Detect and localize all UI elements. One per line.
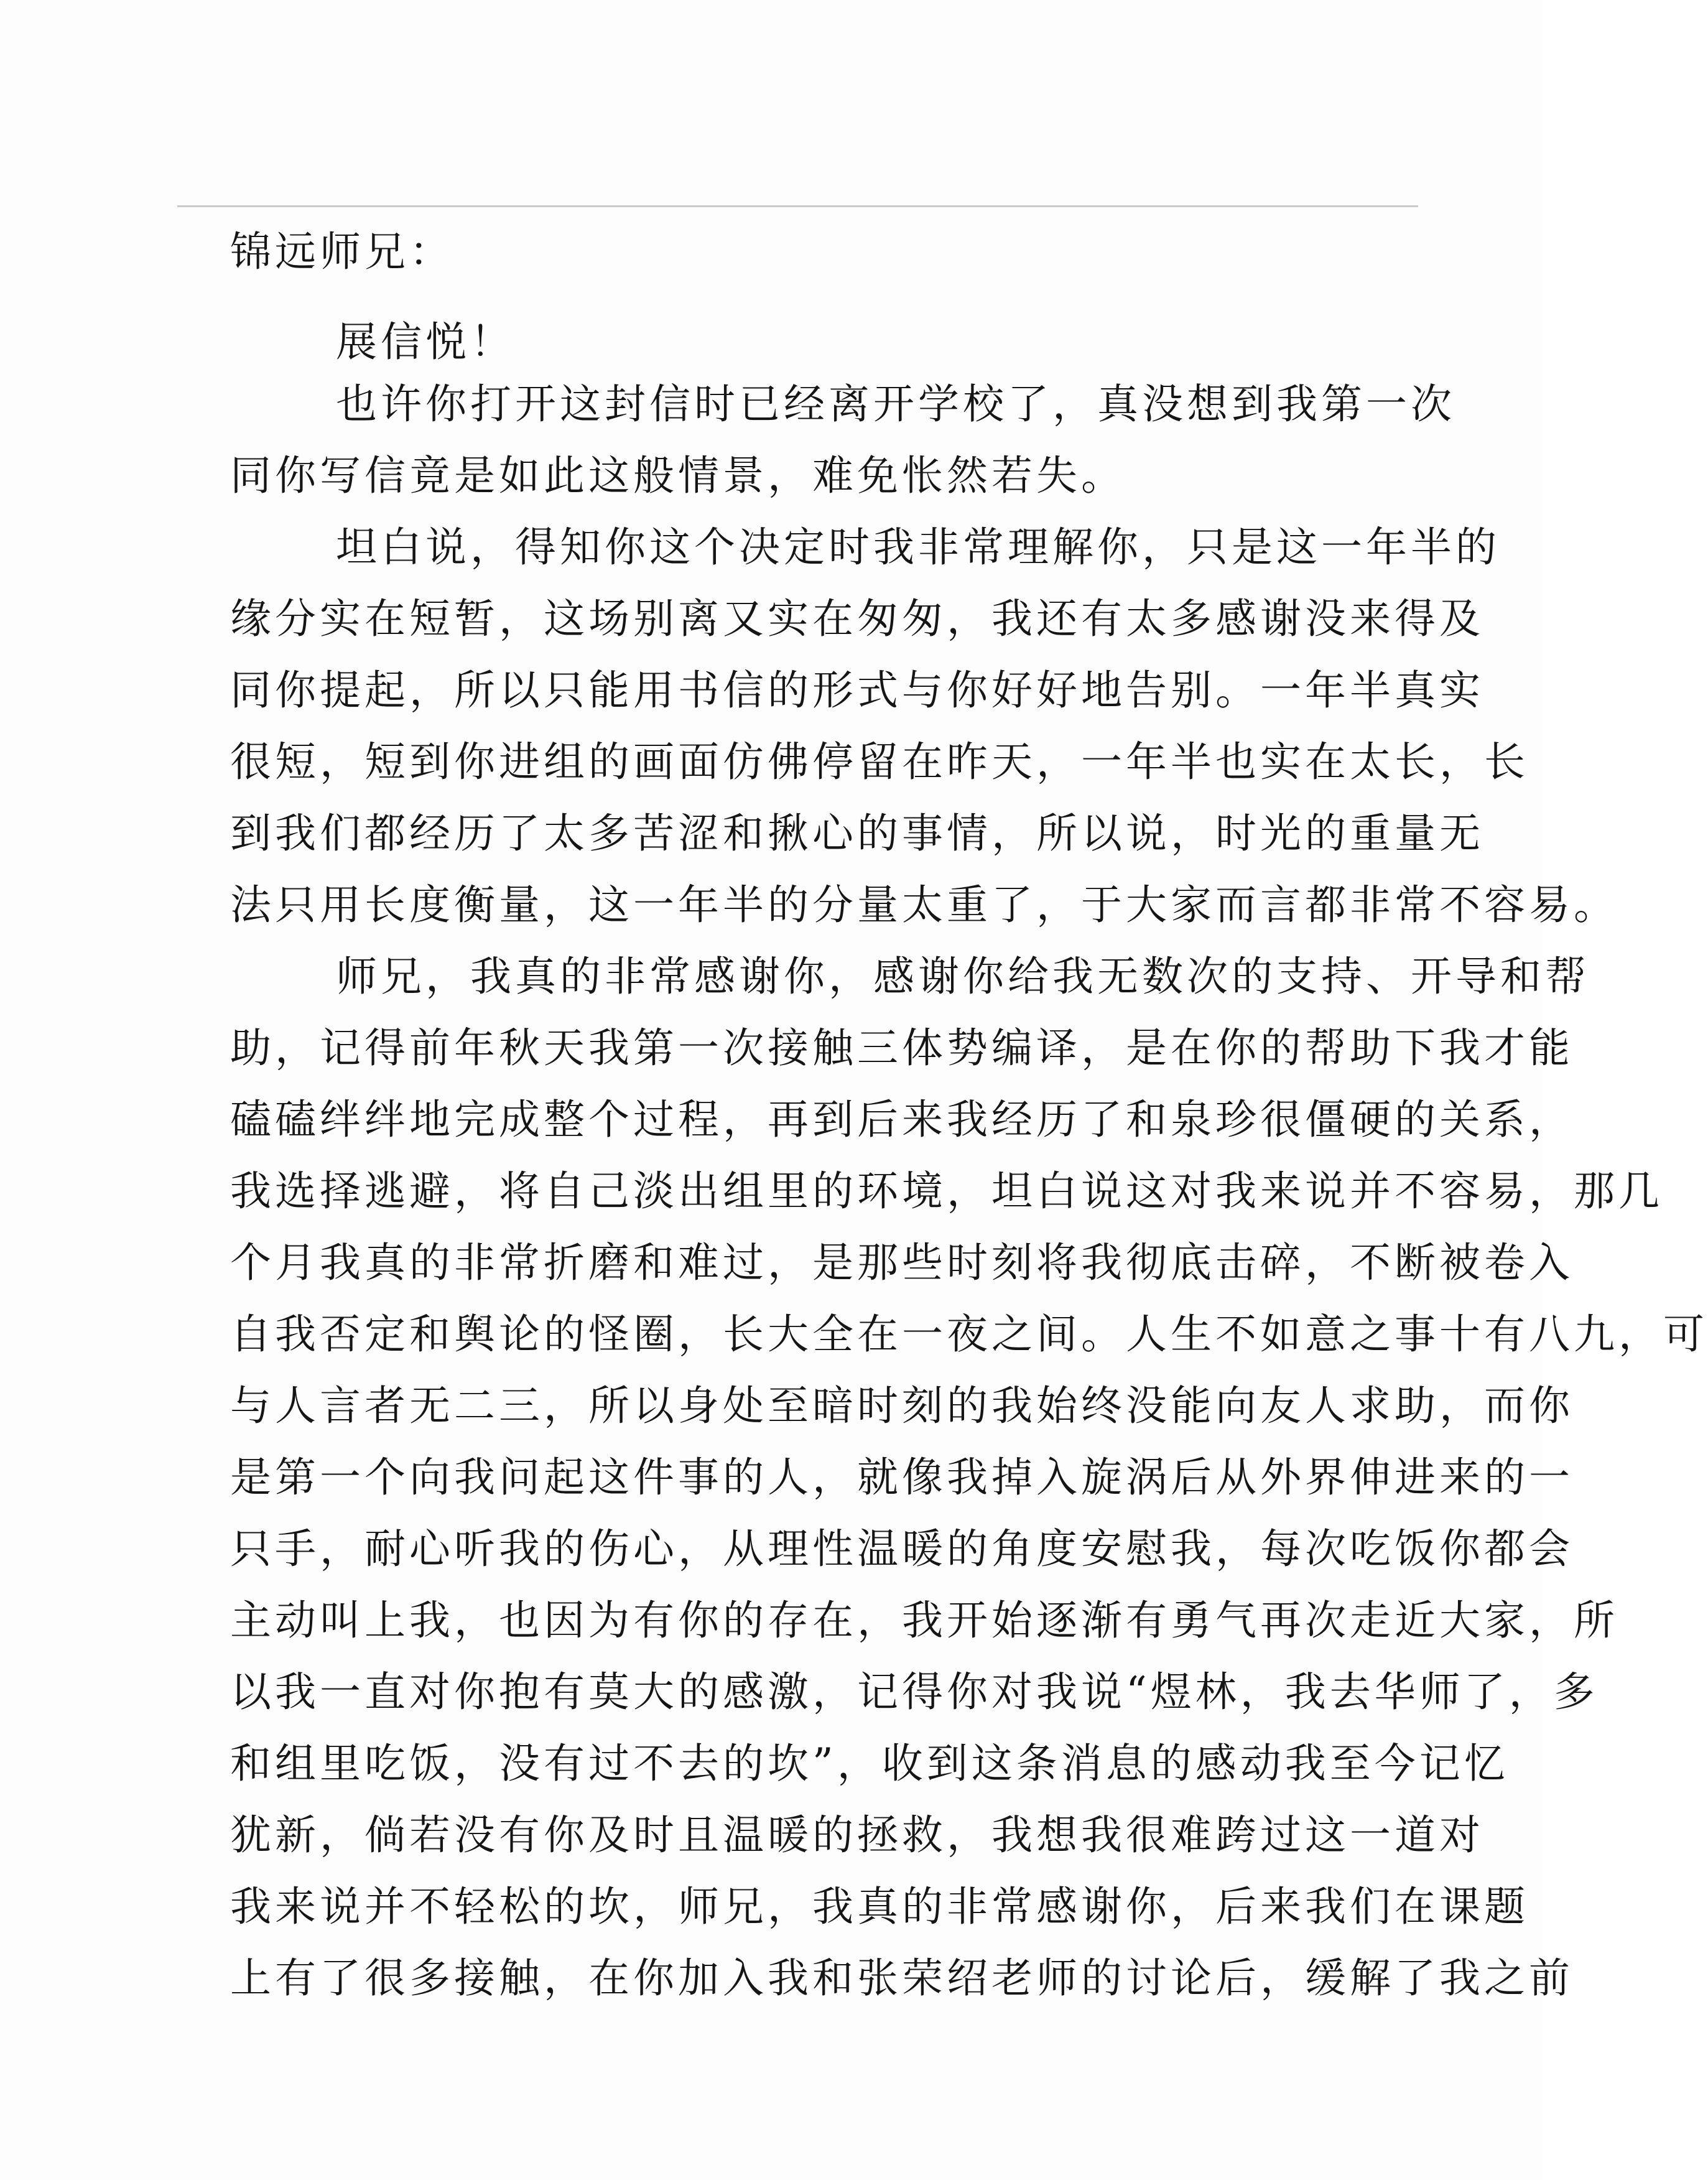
letter-line: 法只用长度衡量，这一年半的分量太重了，于大家而言都非常不容易。 [230,881,1618,929]
letter-greeting: 展信悦！ [336,318,515,366]
letter-line: 是第一个向我问起这件事的人，就像我掉入旋涡后从外界伸进来的一 [230,1453,1574,1501]
letter-line: 与人言者无二三，所以身处至暗时刻的我始终没能向友人求助，而你 [230,1382,1574,1430]
letter-line: 上有了很多接触，在你加入我和张荣绍老师的讨论后，缓解了我之前 [230,1954,1574,2002]
letter-line: 以我一直对你抱有莫大的感激，记得你对我说“煜林，我去华师了，多 [230,1668,1599,1716]
letter-line: 自我否定和舆论的怪圈，长大全在一夜之间。人生不如意之事十有八九，可 [230,1310,1708,1358]
letter-line: 我选择逃避，将自己淡出组里的环境，坦白说这对我来说并不容易，那几 [230,1167,1663,1215]
letter-line: 也许你打开这封信时已经离开学校了，真没想到我第一次 [336,380,1455,428]
letter-line: 助，记得前年秋天我第一次接触三体势编译，是在你的帮助下我才能 [230,1024,1574,1072]
letter-line: 磕磕绊绊地完成整个过程，再到后来我经历了和泉珍很僵硬的关系， [230,1096,1574,1144]
letter-line: 主动叫上我，也因为有你的存在，我开始逐渐有勇气再次走近大家，所 [230,1596,1618,1644]
letter-line: 坦白说，得知你这个决定时我非常理解你，只是这一年半的 [336,523,1500,571]
letter-line: 个月我真的非常折磨和难过，是那些时刻将我彻底击碎，不断被卷入 [230,1239,1574,1287]
letter-line: 我来说并不轻松的坎，师兄，我真的非常感谢你，后来我们在课题 [230,1883,1529,1931]
letter-line: 缘分实在短暂，这场别离又实在匆匆，我还有太多感谢没来得及 [230,595,1484,643]
letter-line: 很短，短到你进组的画面仿佛停留在昨天，一年半也实在太长，长 [230,738,1529,786]
top-rule [177,205,1418,207]
letter-line: 同你写信竟是如此这般情景，难免怅然若失。 [230,452,1126,500]
letter-line: 和组里吃饭，没有过不去的坎”，收到这条消息的感动我至今记忆 [230,1740,1509,1787]
letter-line: 到我们都经历了太多苦涩和揪心的事情，所以说，时光的重量无 [230,809,1484,857]
letter-line: 师兄，我真的非常感谢你，感谢你给我无数次的支持、开导和帮 [336,953,1590,1000]
letter-line: 犹新，倘若没有你及时且温暖的拯救，我想我很难跨过这一道对 [230,1811,1484,1859]
letter-line: 只手，耐心听我的伤心，从理性温暖的角度安慰我，每次吃饭你都会 [230,1525,1574,1573]
letter-line: 同你提起，所以只能用书信的形式与你好好地告别。一年半真实 [230,666,1484,714]
letter-salutation: 锦远师兄： [230,228,454,276]
